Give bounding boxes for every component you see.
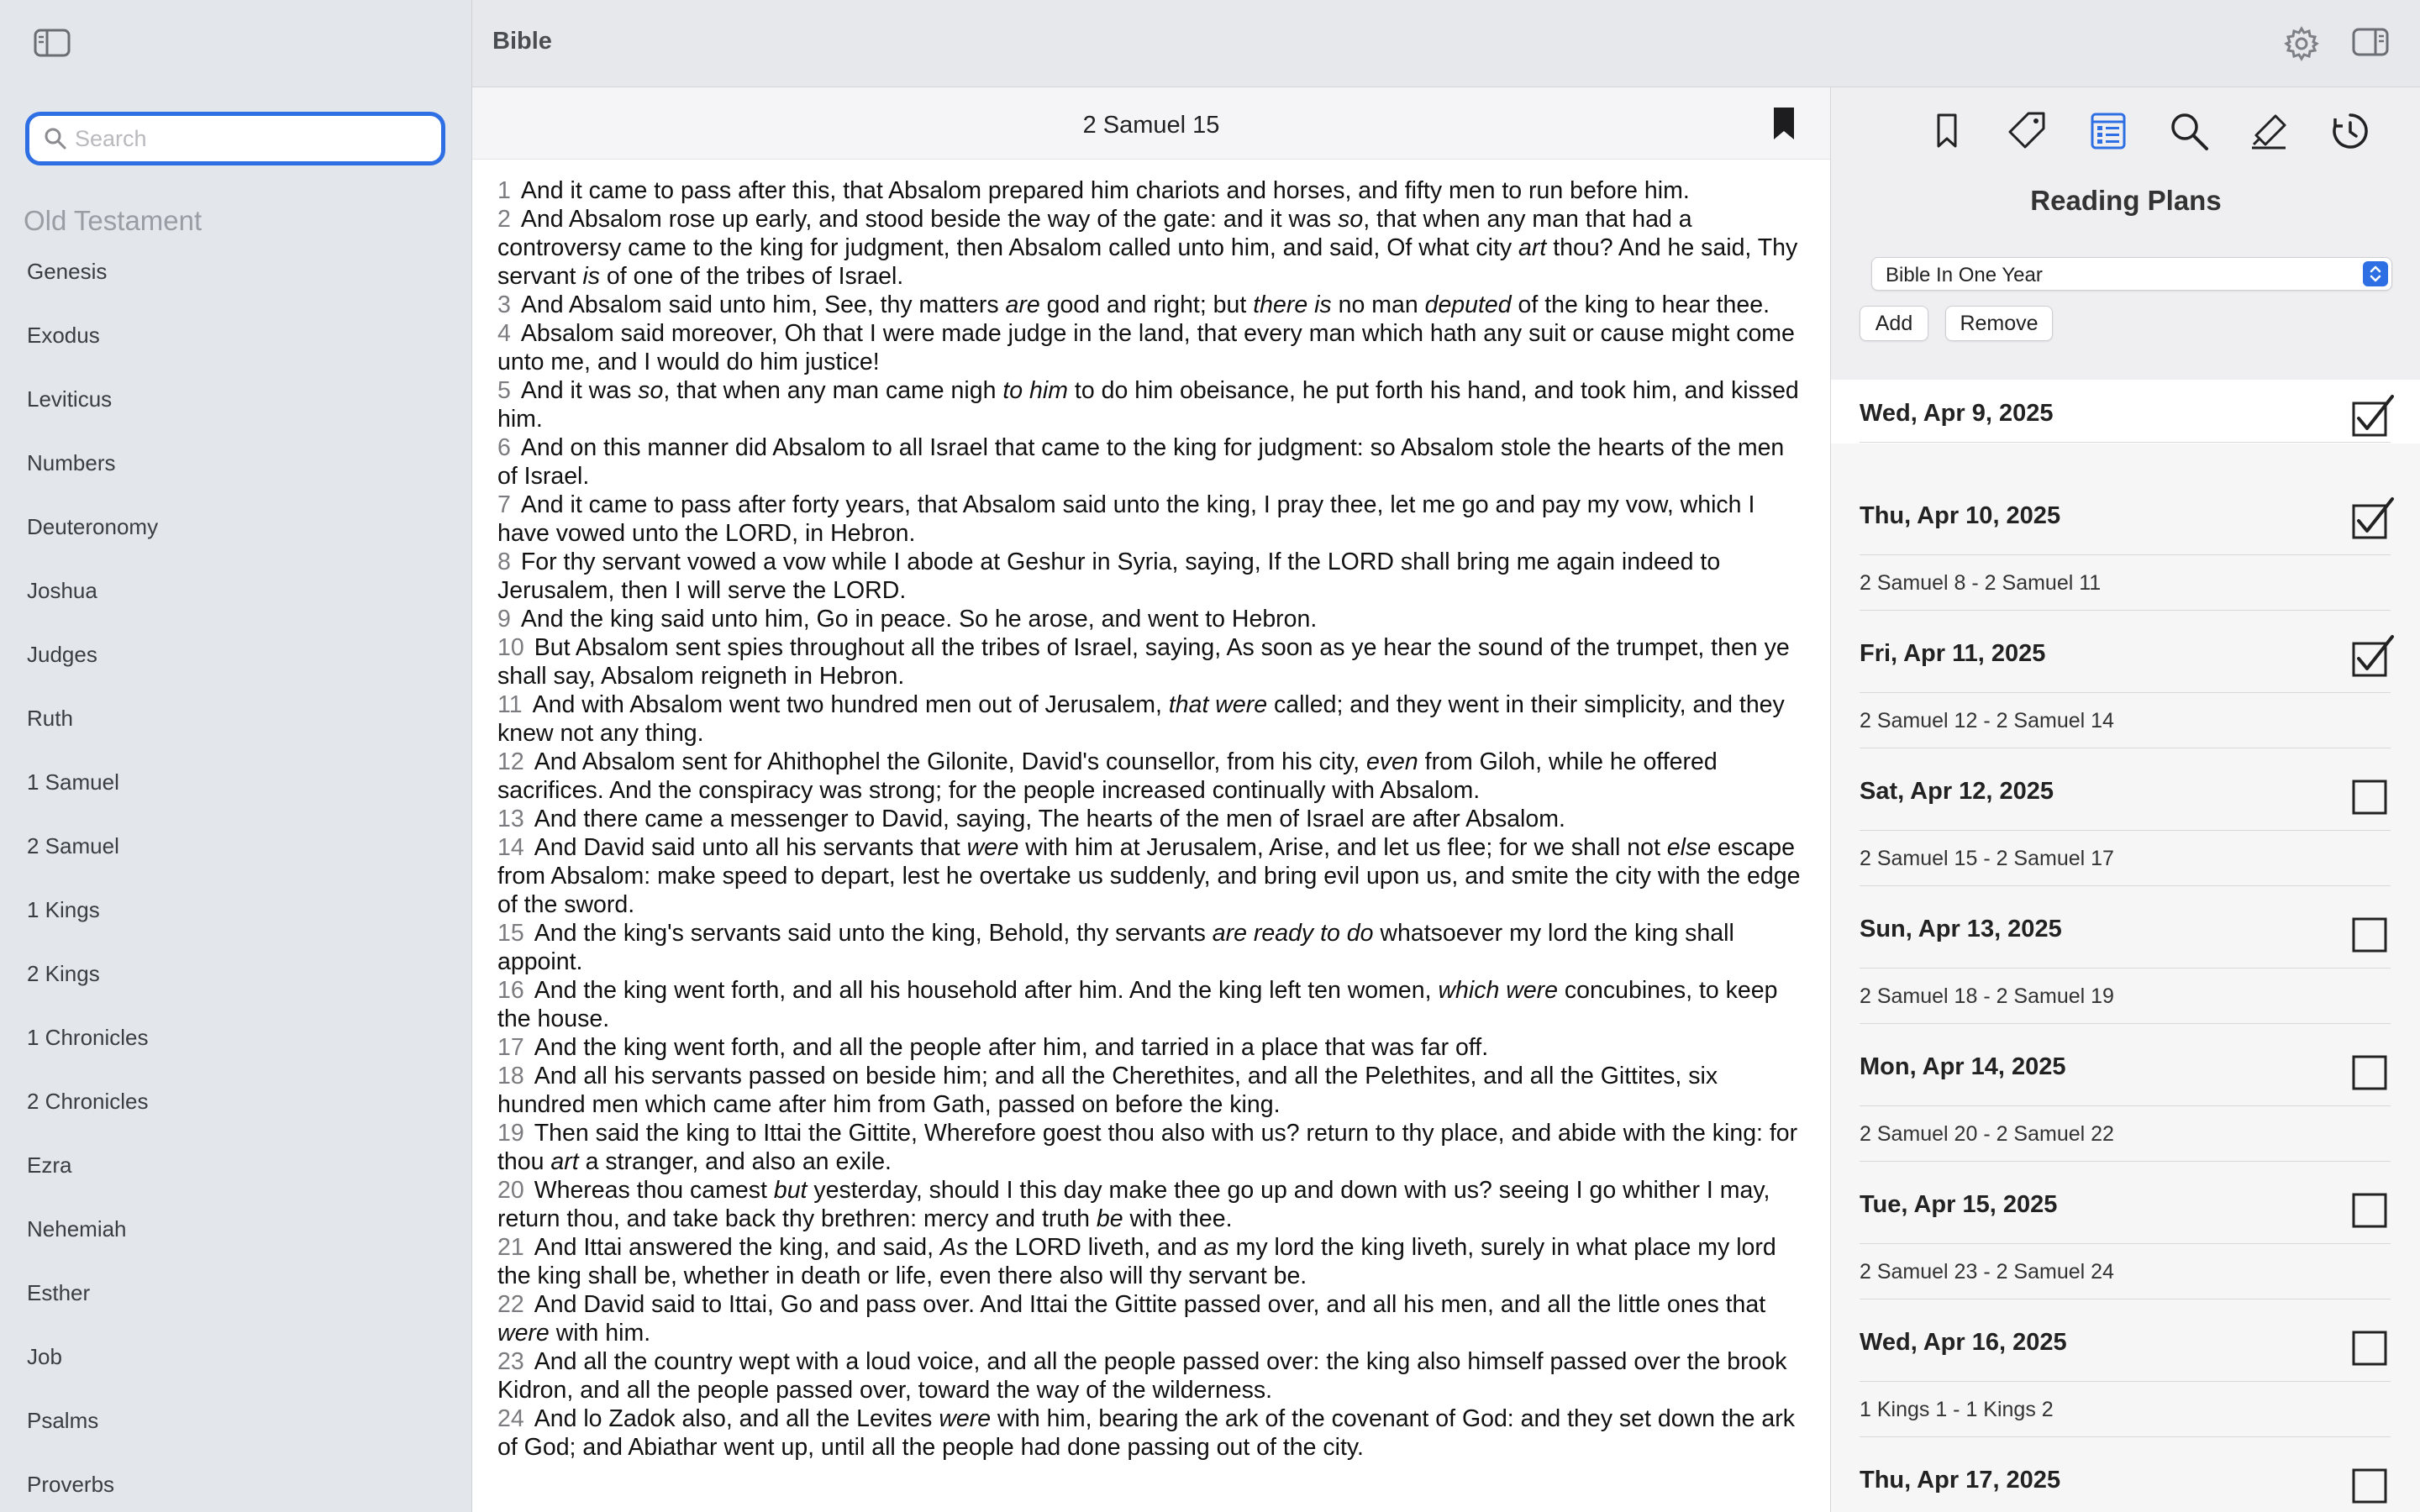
verse[interactable] xyxy=(497,433,1808,491)
divider xyxy=(1860,1023,2391,1024)
tab-reading-plans[interactable] xyxy=(2068,106,2149,156)
verse-number: 18 xyxy=(497,1063,524,1089)
verse-number: 23 xyxy=(497,1348,524,1375)
verse-text: Then said the king to Ittai the Gittite, Wherefore goest thou also with us? return to thy place, and abide with the king: for thou art a stranger, and also an exile. xyxy=(497,1120,1798,1175)
add-plan-button[interactable]: Add xyxy=(1860,306,1928,341)
verse-text: And the king said unto him, Go in peace. So he arose, and went to Hebron. xyxy=(520,606,1318,633)
verse[interactable] xyxy=(497,319,1808,376)
search-input[interactable] xyxy=(75,126,428,152)
tab-bookmarks[interactable] xyxy=(1907,106,1987,156)
sidebar-item-book[interactable]: Judges xyxy=(27,642,97,667)
divider xyxy=(1860,885,2391,886)
plan-day xyxy=(1831,482,2420,620)
plan-day-date: Sun, Apr 13, 2025 xyxy=(1860,916,2062,942)
verse-text: And there came a messenger to David, saying, The hearts of the men of Israel are after Absalom. xyxy=(534,806,1565,832)
divider xyxy=(1860,554,2391,555)
reading-plan-icon xyxy=(2090,112,2127,150)
verse-text: And Absalom sent for Ahithophel the Gilonite, David's counsellor, from his city, even from Giloh, while he offered sacrifices. And the conspiracy was strong; for the people increased continually with Absalom. xyxy=(497,748,1718,804)
sidebar-item-book[interactable]: Psalms xyxy=(27,1408,99,1433)
divider xyxy=(1860,1161,2391,1162)
verse[interactable] xyxy=(497,176,1808,205)
verse-number: 21 xyxy=(497,1234,524,1261)
sidebar-item-book[interactable]: Ruth xyxy=(27,706,73,731)
verse[interactable] xyxy=(497,1290,1808,1347)
checkbox-checked-icon[interactable] xyxy=(2347,391,2397,438)
verse-number: 4 xyxy=(497,320,511,347)
divider xyxy=(1860,1381,2391,1382)
plan-select-value: Bible In One Year xyxy=(1886,264,2043,286)
chevron-updown-icon xyxy=(2363,261,2388,286)
divider xyxy=(1860,692,2391,693)
verse-text: And with Absalom went two hundred men out of Jerusalem, that were called; and they went in their simplicity, and they knew not any thing. xyxy=(497,691,1785,747)
verse-text: And all the country wept with a loud voice, and all the people passed over: the king also himself passed over the brook Kidron, and all the people passed over, toward the way of the wilderness. xyxy=(497,1348,1787,1404)
title-bar xyxy=(472,0,2420,87)
checkbox-checked-icon[interactable] xyxy=(2347,632,2397,679)
verse-text: And David said to Ittai, Go and pass over. And Ittai the Gittite passed over, and all his men, and all the little ones that were with him. xyxy=(497,1291,1766,1347)
verse-number: 2 xyxy=(497,206,511,233)
verse-text: For thy servant vowed a vow while I abode at Geshur in Syria, saying, If the LORD shall bring me again indeed to Jerusalem, then I will serve the LORD. xyxy=(497,549,1721,604)
verse[interactable] xyxy=(497,1233,1808,1290)
verse-text: And it came to pass after forty years, that Absalom said unto the king, I pray thee, let me go and pay my vow, which I have vowed unto the LORD, in Hebron. xyxy=(497,491,1755,547)
plan-day xyxy=(1831,380,2420,444)
plan-day-range[interactable]: 2 Samuel 23 - 2 Samuel 24 xyxy=(1860,1260,2114,1284)
chapter-header xyxy=(472,87,1830,160)
verse[interactable] xyxy=(497,1033,1808,1062)
plan-day-date: Wed, Apr 9, 2025 xyxy=(1860,400,2054,427)
sidebar xyxy=(0,0,472,1512)
verse[interactable] xyxy=(497,633,1808,690)
tab-history[interactable] xyxy=(2310,106,2391,156)
search-icon xyxy=(43,126,68,151)
verse-number: 22 xyxy=(497,1291,524,1318)
sidebar-item-book[interactable]: Genesis xyxy=(27,259,108,284)
plan-day-range[interactable]: 2 Samuel 12 - 2 Samuel 14 xyxy=(1860,709,2114,732)
gear-icon[interactable] xyxy=(2283,25,2320,62)
verse-text: And it was so, that when any man came nigh to him to do him obeisance, he put forth his hand, and took him, and kissed him. xyxy=(497,377,1799,433)
book-list xyxy=(27,252,158,1512)
divider xyxy=(1860,968,2391,969)
highlighter-icon xyxy=(2250,112,2289,150)
verse-text: And David said unto all his servants that were with him at Jerusalem, Arise, and let us flee; for we shall not else escape from Absalom: make speed to depart, lest he overtake us suddenly, and bring evil upon us, and smite the city with the edge of the sword. xyxy=(497,834,1801,918)
verse-number: 7 xyxy=(497,491,511,518)
checkbox-icon[interactable] xyxy=(2347,769,2397,816)
chapter-title: 2 Samuel 15 xyxy=(1082,112,1220,139)
divider xyxy=(1860,610,2391,611)
verse[interactable] xyxy=(497,1176,1808,1233)
plan-select[interactable] xyxy=(1871,257,2392,291)
search-field[interactable] xyxy=(25,112,445,165)
panel-tabs xyxy=(1907,106,2391,156)
sidebar-item-book[interactable]: 1 Samuel xyxy=(27,769,119,795)
verse[interactable] xyxy=(497,491,1808,548)
sidebar-item-book[interactable]: Numbers xyxy=(27,450,116,475)
search-icon xyxy=(2168,110,2210,152)
plan-day-date: Fri, Apr 11, 2025 xyxy=(1860,640,2046,667)
verse[interactable] xyxy=(497,919,1808,976)
plan-day xyxy=(1831,1446,2420,1512)
verse-number: 19 xyxy=(497,1120,524,1147)
sidebar-item-book[interactable]: Proverbs xyxy=(27,1472,115,1497)
divider xyxy=(1860,830,2391,831)
plan-day-date: Mon, Apr 14, 2025 xyxy=(1860,1053,2066,1080)
sidebar-item-book[interactable]: Exodus xyxy=(27,323,100,348)
sidebar-item-book[interactable]: 2 Samuel xyxy=(27,833,119,858)
checkbox-checked-icon[interactable] xyxy=(2347,494,2397,541)
remove-plan-button[interactable]: Remove xyxy=(1945,306,2053,341)
verse-text: And Absalom said unto him, See, thy matters are good and right; but there is no man deputed of the king to hear thee. xyxy=(520,291,1770,318)
sidebar-item-book[interactable]: 2 Kings xyxy=(27,961,100,986)
verse-text: And the king went forth, and all his household after him. And the king left ten women, which were concubines, to keep the house. xyxy=(497,977,1778,1032)
verse-text: And Absalom rose up early, and stood beside the way of the gate: and it was so, that when any man that had a controversy came to the king for judgment, then Absalom called unto him, and said, Of what city art thou? And he said, Thy servant is of one of the tribes of Israel. xyxy=(497,206,1798,290)
sidebar-right-icon[interactable] xyxy=(2352,28,2389,56)
reader-pane xyxy=(472,87,1830,1512)
verse-number: 14 xyxy=(497,834,524,861)
verse[interactable] xyxy=(497,976,1808,1033)
plan-day-date: Thu, Apr 17, 2025 xyxy=(1860,1467,2061,1494)
sidebar-item-book[interactable]: Ezra xyxy=(27,1152,72,1178)
plan-day xyxy=(1831,758,2420,895)
verse-text: Absalom said moreover, Oh that I were made judge in the land, that every man which hath any suit or cause might come unto me, and I would do him justice! xyxy=(497,320,1795,375)
plan-day xyxy=(1831,1309,2420,1446)
verse-number: 24 xyxy=(497,1405,524,1432)
verse-number: 11 xyxy=(497,691,523,718)
verse[interactable] xyxy=(497,748,1808,805)
sidebar-left-icon[interactable] xyxy=(34,29,71,57)
plan-day-range[interactable]: 1 Kings 1 - 1 Kings 2 xyxy=(1860,1398,2054,1421)
sidebar-item-book[interactable]: Nehemiah xyxy=(27,1216,127,1242)
verse-number: 16 xyxy=(497,977,524,1004)
tab-search[interactable] xyxy=(2149,106,2229,156)
verse-number: 1 xyxy=(497,177,511,204)
plan-day xyxy=(1831,1171,2420,1309)
bookmark-filled-icon[interactable] xyxy=(1771,106,1797,141)
verse-number: 15 xyxy=(497,920,524,947)
plan-day-date: Sat, Apr 12, 2025 xyxy=(1860,778,2054,805)
plan-day-range[interactable]: 2 Samuel 18 - 2 Samuel 19 xyxy=(1860,984,2114,1008)
sidebar-item-book[interactable]: 1 Kings xyxy=(27,897,100,922)
verse-text: And on this manner did Absalom to all Israel that came to the king for judgment: so Absalom stole the hearts of the men of Israel. xyxy=(497,434,1785,490)
panel-title: Reading Plans xyxy=(2030,185,2222,216)
verse-text: And all his servants passed on beside him; and all the Cherethites, and all the Pelethites, and all the Gittites, six hundred men which came after him from Gath, passed on before the king. xyxy=(497,1063,1718,1118)
verse-number: 20 xyxy=(497,1177,524,1204)
divider xyxy=(1860,1436,2391,1437)
verse[interactable] xyxy=(497,805,1808,833)
verse-number: 12 xyxy=(497,748,524,775)
verse-number: 5 xyxy=(497,377,511,404)
checkbox-icon[interactable] xyxy=(2347,907,2397,954)
verse[interactable] xyxy=(497,1119,1808,1176)
checkbox-icon[interactable] xyxy=(2347,1320,2397,1368)
verse-text: Whereas thou camest but yesterday, should I this day make thee go up and down with us? seeing I go whither I may, return thou, and take back thy brethren: mercy and truth be with thee. xyxy=(497,1177,1770,1232)
sidebar-item-book[interactable]: 1 Chronicles xyxy=(27,1025,149,1050)
sidebar-item-book[interactable]: Joshua xyxy=(27,578,97,603)
verse[interactable] xyxy=(497,291,1808,319)
plan-day xyxy=(1831,1033,2420,1171)
verse-text: But Absalom sent spies throughout all the tribes of Israel, saying, As soon as ye hear the sound of the trumpet, then ye shall say, Absalom reigneth in Hebron. xyxy=(497,634,1790,690)
sidebar-item-book[interactable]: Job xyxy=(27,1344,62,1369)
verse[interactable] xyxy=(497,1062,1808,1119)
sidebar-item-book[interactable]: Esther xyxy=(27,1280,91,1305)
verse-number: 10 xyxy=(497,634,524,661)
divider xyxy=(1860,1243,2391,1244)
verse-number: 17 xyxy=(497,1034,524,1061)
plan-day-date: Thu, Apr 10, 2025 xyxy=(1860,502,2061,529)
verse-text: And Ittai answered the king, and said, As the LORD liveth, and as my lord the king liveth, surely in what place my lord the king shall be, whether in death or life, even there also will thy servant be. xyxy=(497,1234,1776,1289)
app-title: Bible xyxy=(492,28,552,55)
chapter-text xyxy=(497,176,1808,1462)
checkbox-icon[interactable] xyxy=(2347,1183,2397,1230)
sidebar-item-book[interactable]: 2 Chronicles xyxy=(27,1089,149,1114)
plan-day-range[interactable]: 2 Samuel 15 - 2 Samuel 17 xyxy=(1860,847,2114,870)
plan-day xyxy=(1831,620,2420,758)
verse[interactable] xyxy=(497,605,1808,633)
sidebar-item-book[interactable]: Deuteronomy xyxy=(27,514,159,539)
verse[interactable] xyxy=(497,833,1808,919)
verse-number: 3 xyxy=(497,291,511,318)
verse[interactable] xyxy=(497,1347,1808,1404)
plan-day-date: Tue, Apr 15, 2025 xyxy=(1860,1191,2058,1218)
verse[interactable] xyxy=(497,205,1808,291)
divider xyxy=(1860,442,2391,443)
verse[interactable] xyxy=(497,690,1808,748)
tag-icon xyxy=(2007,110,2049,152)
verse-text: And it came to pass after this, that Absalom prepared him chariots and horses, and fifty men to run before him. xyxy=(520,177,1690,204)
checkbox-icon[interactable] xyxy=(2347,1458,2397,1505)
plan-day-list xyxy=(1831,380,2420,1512)
section-title: Old Testament xyxy=(24,205,203,236)
history-icon xyxy=(2330,111,2370,151)
sidebar-item-book[interactable]: Leviticus xyxy=(27,386,113,412)
bookmark-icon xyxy=(1934,113,1960,150)
verse[interactable] xyxy=(497,548,1808,605)
tab-highlights[interactable] xyxy=(2229,106,2310,156)
verse-number: 13 xyxy=(497,806,524,832)
verse-text: And the king went forth, and all the people after him, and tarried in a place that was far off. xyxy=(534,1034,1489,1061)
verse[interactable] xyxy=(497,1404,1808,1462)
verse[interactable] xyxy=(497,376,1808,433)
plan-day-date: Wed, Apr 16, 2025 xyxy=(1860,1329,2067,1356)
tab-tags[interactable] xyxy=(1987,106,2068,156)
verse-number: 8 xyxy=(497,549,511,575)
verse-number: 6 xyxy=(497,434,511,461)
plan-day xyxy=(1831,895,2420,1033)
plan-day-range[interactable]: 2 Samuel 20 - 2 Samuel 22 xyxy=(1860,1122,2114,1146)
reading-plans-panel xyxy=(1830,87,2420,1512)
checkbox-icon[interactable] xyxy=(2347,1045,2397,1092)
verse-text: And lo Zadok also, and all the Levites were with him, bearing the ark of the covenant of God: and they set down the ark of God; and Abiathar went up, until all the people had done passing out of the city. xyxy=(497,1405,1796,1461)
divider xyxy=(1860,1105,2391,1106)
verse-text: And the king's servants said unto the king, Behold, thy servants are ready to do whatsoever my lord the king shall appoint. xyxy=(497,920,1734,975)
verse-number: 9 xyxy=(497,606,511,633)
plan-day-range[interactable]: 2 Samuel 8 - 2 Samuel 11 xyxy=(1860,571,2102,595)
